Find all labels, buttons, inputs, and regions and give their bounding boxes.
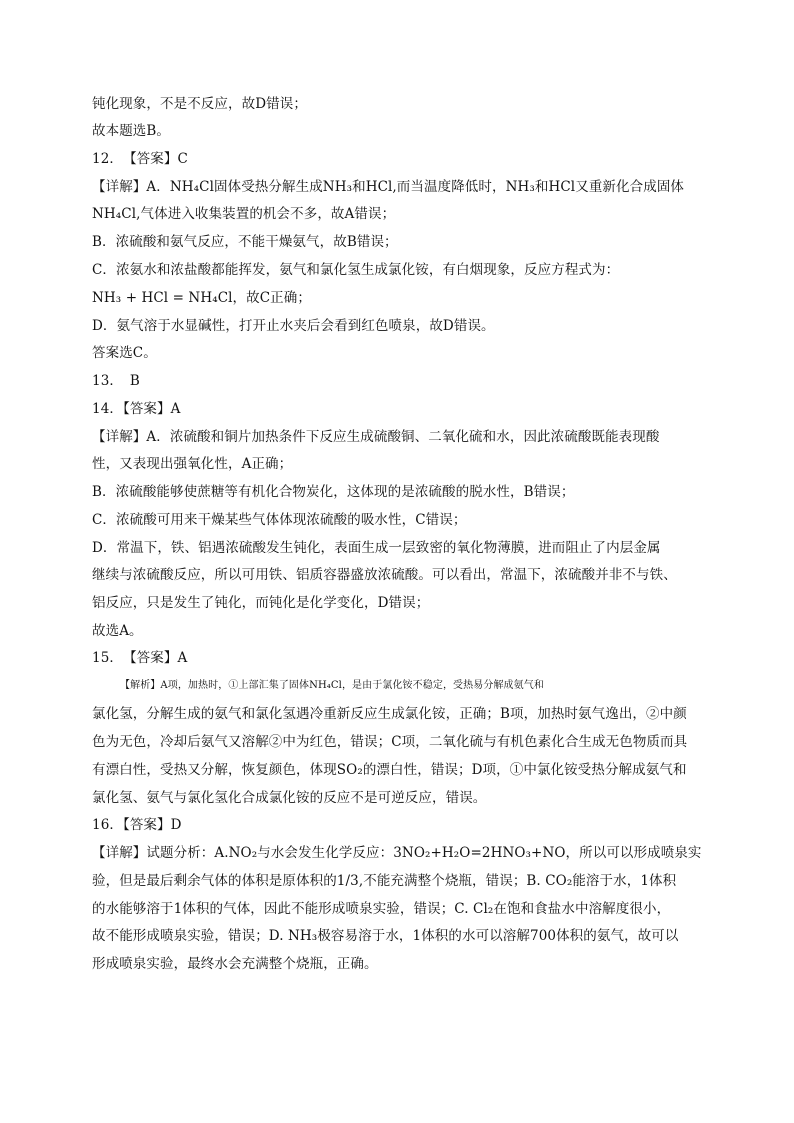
- text-line: 氯化氢，分解生成的氨气和氯化氢遇冷重新反应生成氯化铵，正确；B项，加热时氨气逸出，②中颜: [92, 706, 687, 722]
- text-line: 铝反应，只是发生了钝化，而钝化是化学变化，D错误；: [92, 595, 430, 611]
- text-line: D．常温下，铁、铝遇浓硫酸发生钝化，表面生成一层致密的氧化物薄膜，进而阻止了内层金属: [92, 540, 661, 556]
- equation-line: NH₃ + HCl = NH₄Cl，故C正确；: [92, 290, 311, 306]
- text-line: 验，但是最后剩余气体的体积是原体积的1/3,不能充满整个烧瓶，错误；B. CO₂能溶于水，1体积: [92, 873, 677, 889]
- text-line: C．浓硫酸可用来干燥某些气体体现浓硫酸的吸水性，C错误；: [92, 512, 467, 528]
- text-line: 钝化现象，不是不反应，故D错误；: [92, 96, 307, 112]
- question-14-answer: 14．【答案】A: [92, 401, 181, 417]
- text-line: 【详解】A．浓硫酸和铜片加热条件下反应生成硫酸铜、二氧化硫和水，因此浓硫酸既能表现酸: [92, 429, 660, 445]
- text-line: 【解析】A项，加热时，①上部汇集了固体NH₄Cl，是由于氯化铵不稳定，受热易分解成氨气和: [120, 680, 544, 691]
- question-16-answer: 16．【答案】D: [92, 817, 182, 833]
- text-line: 色为无色，冷却后氨气又溶解②中为红色，错误；C项，二氧化硫与有机色素化合生成无色物质而具: [92, 734, 688, 750]
- text-line: B．浓硫酸和氨气反应，不能干燥氨气，故B错误；: [92, 234, 398, 250]
- text-line: C．浓氨水和浓盐酸都能挥发，氨气和氯化氢生成氯化铵，有白烟现象，反应方程式为：: [92, 262, 620, 278]
- text-line: 故不能形成喷泉实验，错误；D. NH₃极容易溶于水，1体积的水可以溶解700体积的氨气，故可以: [92, 928, 679, 944]
- text-line: B．浓硫酸能够使蔗糖等有机化合物炭化，这体现的是浓硫酸的脱水性，B错误；: [92, 484, 575, 500]
- text-line: 的水能够溶于1体积的气体，因此不能形成喷泉实验，错误；C. Cl₂在饱和食盐水中溶解度很小，: [92, 901, 671, 917]
- text-line: 故本题选B。: [92, 123, 171, 139]
- question-12-answer: 12． 【答案】C: [92, 151, 188, 167]
- text-line: 有漂白性，受热又分解，恢复颜色，体现SO₂的漂白性，错误；D项，①中氯化铵受热分解成氨气和: [92, 762, 687, 778]
- text-line: 形成喷泉实验，最终水会充满整个烧瓶，正确。: [92, 956, 378, 972]
- text-line: 继续与浓硫酸反应，所以可用铁、铝质容器盛放浓硫酸。可以看出，常温下，浓硫酸并非不与铁、: [92, 567, 677, 583]
- text-line: 故选A。: [92, 623, 143, 639]
- text-line: D．氨气溶于水显碱性，打开止水夹后会看到红色喷泉，故D错误。: [92, 318, 495, 334]
- text-line: 答案选C。: [92, 345, 157, 361]
- text-line: 【详解】A．NH₄Cl固体受热分解生成NH₃和HCl,而当温度降低时，NH₃和HCl又重新化合成固体: [92, 179, 685, 195]
- text-line: 氯化氢、氨气与氯化氢化合成氯化铵的反应不是可逆反应，错误。: [92, 790, 487, 806]
- text-line: NH₄Cl,气体进入收集装置的机会不多，故A错误；: [92, 206, 396, 222]
- question-13-answer: 13． B: [92, 373, 140, 389]
- question-15-answer: 15． 【答案】A: [92, 650, 188, 666]
- text-line: 性，又表现出强氧化性，A正确；: [92, 456, 293, 472]
- text-line: 【详解】试题分析：A.NO₂与水会发生化学反应：3NO₂+H₂O=2HNO₃+NO，所以可以形成喷泉实: [92, 845, 702, 861]
